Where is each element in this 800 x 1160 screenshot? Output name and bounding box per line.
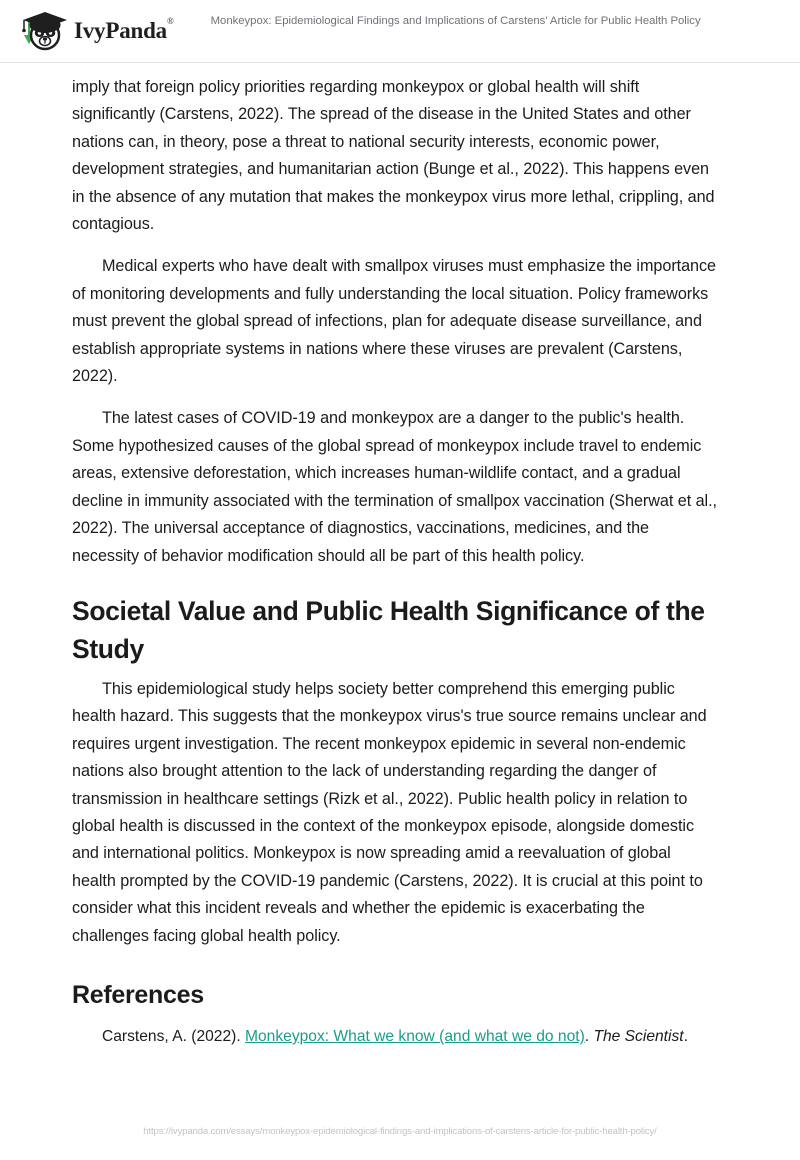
paragraph-3-text: The latest cases of COVID-19 and monkeypox are a danger to the public's health. Some hypothesized causes of the global spread of monkeypox include travel to endemic areas, extensive deforestation, which increases human-wildlife contact, and a gradual decline in immunity associated with the termination of smallpox vaccination (Sherwat et al., 2022). The universal acceptance of diagnostics, vaccinations, medicines, and the necessity of behavior modification should all be part of this health policy. bbox=[72, 409, 718, 565]
paragraph-4 bbox=[72, 676, 718, 950]
reference-separator: . bbox=[584, 1027, 594, 1045]
reference-author-year: Carstens, A. (2022). bbox=[102, 1027, 246, 1045]
reference-entry bbox=[72, 1024, 718, 1050]
reference-source-title: The Scientist bbox=[593, 1027, 684, 1045]
document-title: Monkeypox: Epidemiological Findings and Implications of Carstens’ Article for Public Health Policy bbox=[210, 15, 701, 27]
reference-period: . bbox=[683, 1027, 688, 1045]
footer-source-url: https://ivypanda.com/essays/monkeypox-epidemiological-findings-and-implications-of-carstens-article-for-public-health-policy/ bbox=[143, 1125, 657, 1137]
page-header bbox=[0, 0, 800, 63]
paragraph-1 bbox=[72, 74, 718, 238]
brand-logo-link[interactable] bbox=[0, 0, 174, 53]
paragraph-3 bbox=[72, 405, 718, 569]
paragraph-2 bbox=[72, 253, 718, 390]
section-heading: Societal Value and Public Health Significance of the Study bbox=[72, 595, 705, 664]
paragraph-4-text: This epidemiological study helps society better comprehend this emerging public health hazard. This suggests that the monkeypox virus's true source remains unclear and requires urgent investigation. The recent monkeypox epidemic in several non-endemic nations also brought attention to the lack of understanding regarding the danger of transmission in healthcare settings (Rizk et al., 2022). Public health policy in relation to global health is discussed in the context of the monkeypox episode, alongside domestic and international politics. Monkeypox is now spreading amid a reevaluation of global health prompted by the COVID-19 pandemic (Carstens, 2022). It is crucial at this point to consider what this incident reveals and whether the epidemic is exacerbating the challenges facing global health policy. bbox=[72, 679, 707, 945]
registered-trademark-mark: ® bbox=[166, 15, 174, 26]
panda-graduation-cap-icon bbox=[16, 7, 68, 53]
brand-wordmark bbox=[74, 15, 174, 43]
document-body bbox=[0, 63, 800, 1050]
reference-link[interactable]: Monkeypox: What we know (and what we do not) bbox=[245, 1027, 585, 1045]
paragraph-2-text: Medical experts who have dealt with smallpox viruses must emphasize the importance of monitoring developments and fully understanding the local situation. Policy frameworks must prevent the global spread of infections, plan for adequate disease surveillance, and establish appropriate systems in nations where these viruses are prevalent (Carstens, 2022). bbox=[72, 257, 717, 386]
references-heading: References bbox=[72, 980, 204, 1009]
page-footer bbox=[0, 1126, 800, 1138]
paragraph-1-text: imply that foreign policy priorities regarding monkeypox or global health will shift significantly (Carstens, 2022). The spread of the disease in the United States and other nations can, in theory, pose a threat to national security interests, economic power, development strategies, and humanitarian action (Bunge et al., 2022). This happens even in the absence of any mutation that makes the monkeypox virus more lethal, crippling, and contagious. bbox=[72, 78, 715, 234]
brand-name-text: IvyPanda bbox=[74, 17, 167, 43]
